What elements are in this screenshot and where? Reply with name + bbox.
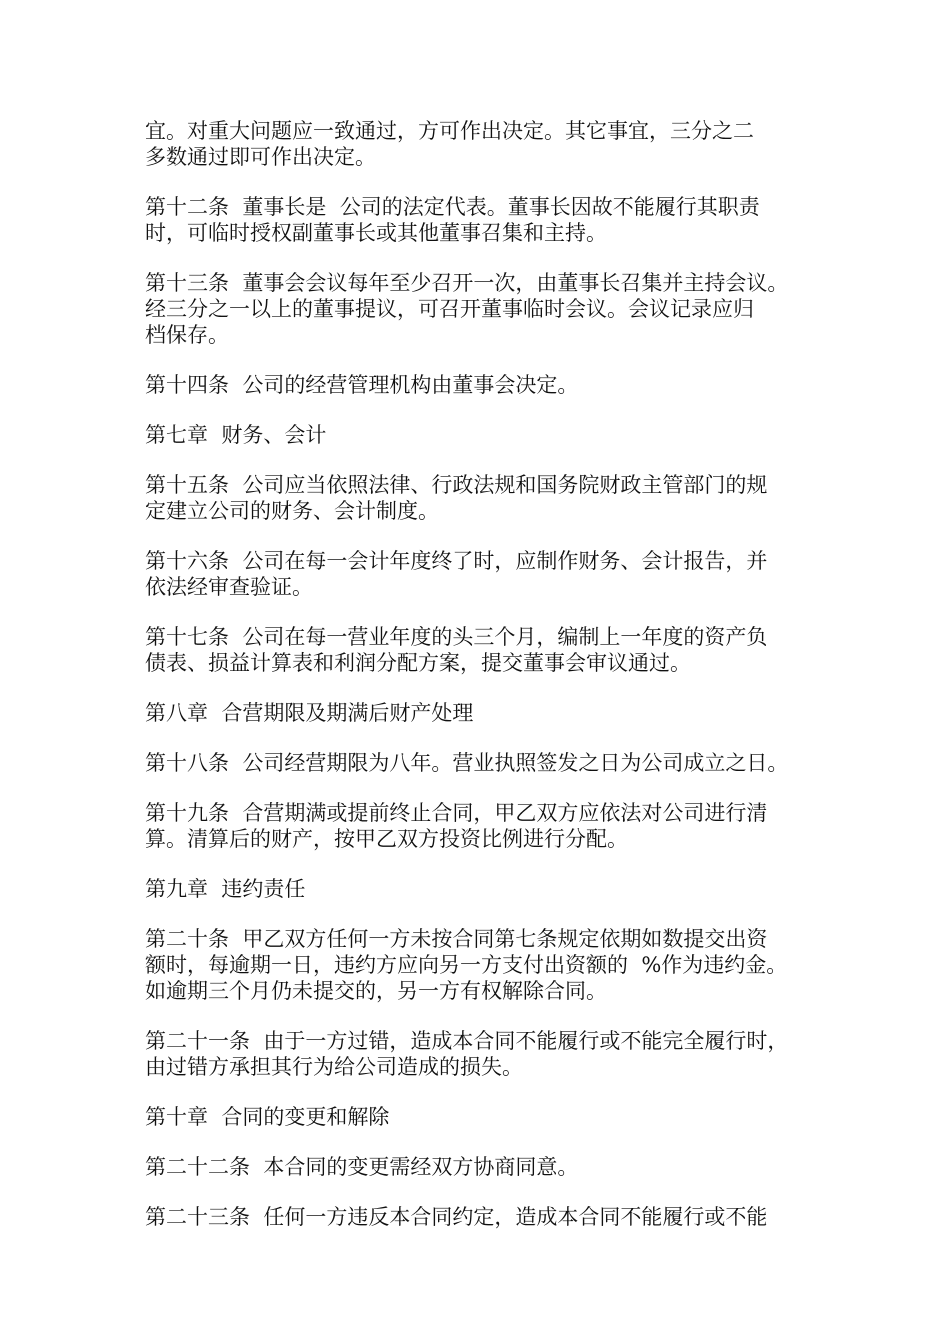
article-18: 第十八条 公司经营期限为八年。营业执照签发之日为公司成立之日。 <box>145 751 789 775</box>
article-13: 第十三条 董事会会议每年至少召开一次，由董事长召集并主持会议。 经三分之一以上的董事提议，可召开董事临时会议。会议记录应归 档保存。 <box>145 271 789 347</box>
article-12: 第十二条 董事长是 公司的法定代表。董事长因故不能履行其职责 时，可临时授权副董事长或其他董事召集和主持。 <box>145 195 760 245</box>
article-20: 第二十条 甲乙双方任何一方未按合同第七条规定依期如数提交出资 额时，每逾期一日，违约方应向另一方支付出资额的 %作为违约金。 如逾期三个月仍未提交的，另一方有权解除合同。 <box>145 927 788 1003</box>
article-22: 第二十二条 本合同的变更需经双方协商同意。 <box>145 1155 579 1179</box>
article-23: 第二十三条 任何一方违反本合同约定，造成本合同不能履行或不能 <box>145 1205 768 1229</box>
chapter-10-heading: 第十章 合同的变更和解除 <box>145 1105 390 1129</box>
article-21: 第二十一条 由于一方过错，造成本合同不能履行或不能完全履行时， 由过错方承担其行为给公司造成的损失。 <box>145 1029 789 1079</box>
chapter-8-heading: 第八章 合营期限及期满后财产处理 <box>145 701 474 725</box>
chapter-7-heading: 第七章 财务、会计 <box>145 423 327 447</box>
article-17: 第十七条 公司在每一营业年度的头三个月，编制上一年度的资产负 债表、损益计算表和利润分配方案，提交董事会审议通过。 <box>145 625 768 675</box>
paragraph-continuation: 宜。对重大问题应一致通过，方可作出决定。其它事宜，三分之二 多数通过即可作出决定。 <box>145 119 754 169</box>
article-16: 第十六条 公司在每一会计年度终了时，应制作财务、会计报告，并 依法经审查验证。 <box>145 549 768 599</box>
chapter-9-heading: 第九章 违约责任 <box>145 877 306 901</box>
document-body <box>145 118 835 1254</box>
article-14: 第十四条 公司的经营管理机构由董事会决定。 <box>145 373 579 397</box>
article-15: 第十五条 公司应当依照法律、行政法规和国务院财政主管部门的规 定建立公司的财务、会计制度。 <box>145 473 768 523</box>
article-19: 第十九条 合营期满或提前终止合同，甲乙双方应依法对公司进行清 算。清算后的财产，按甲乙双方投资比例进行分配。 <box>145 801 768 851</box>
